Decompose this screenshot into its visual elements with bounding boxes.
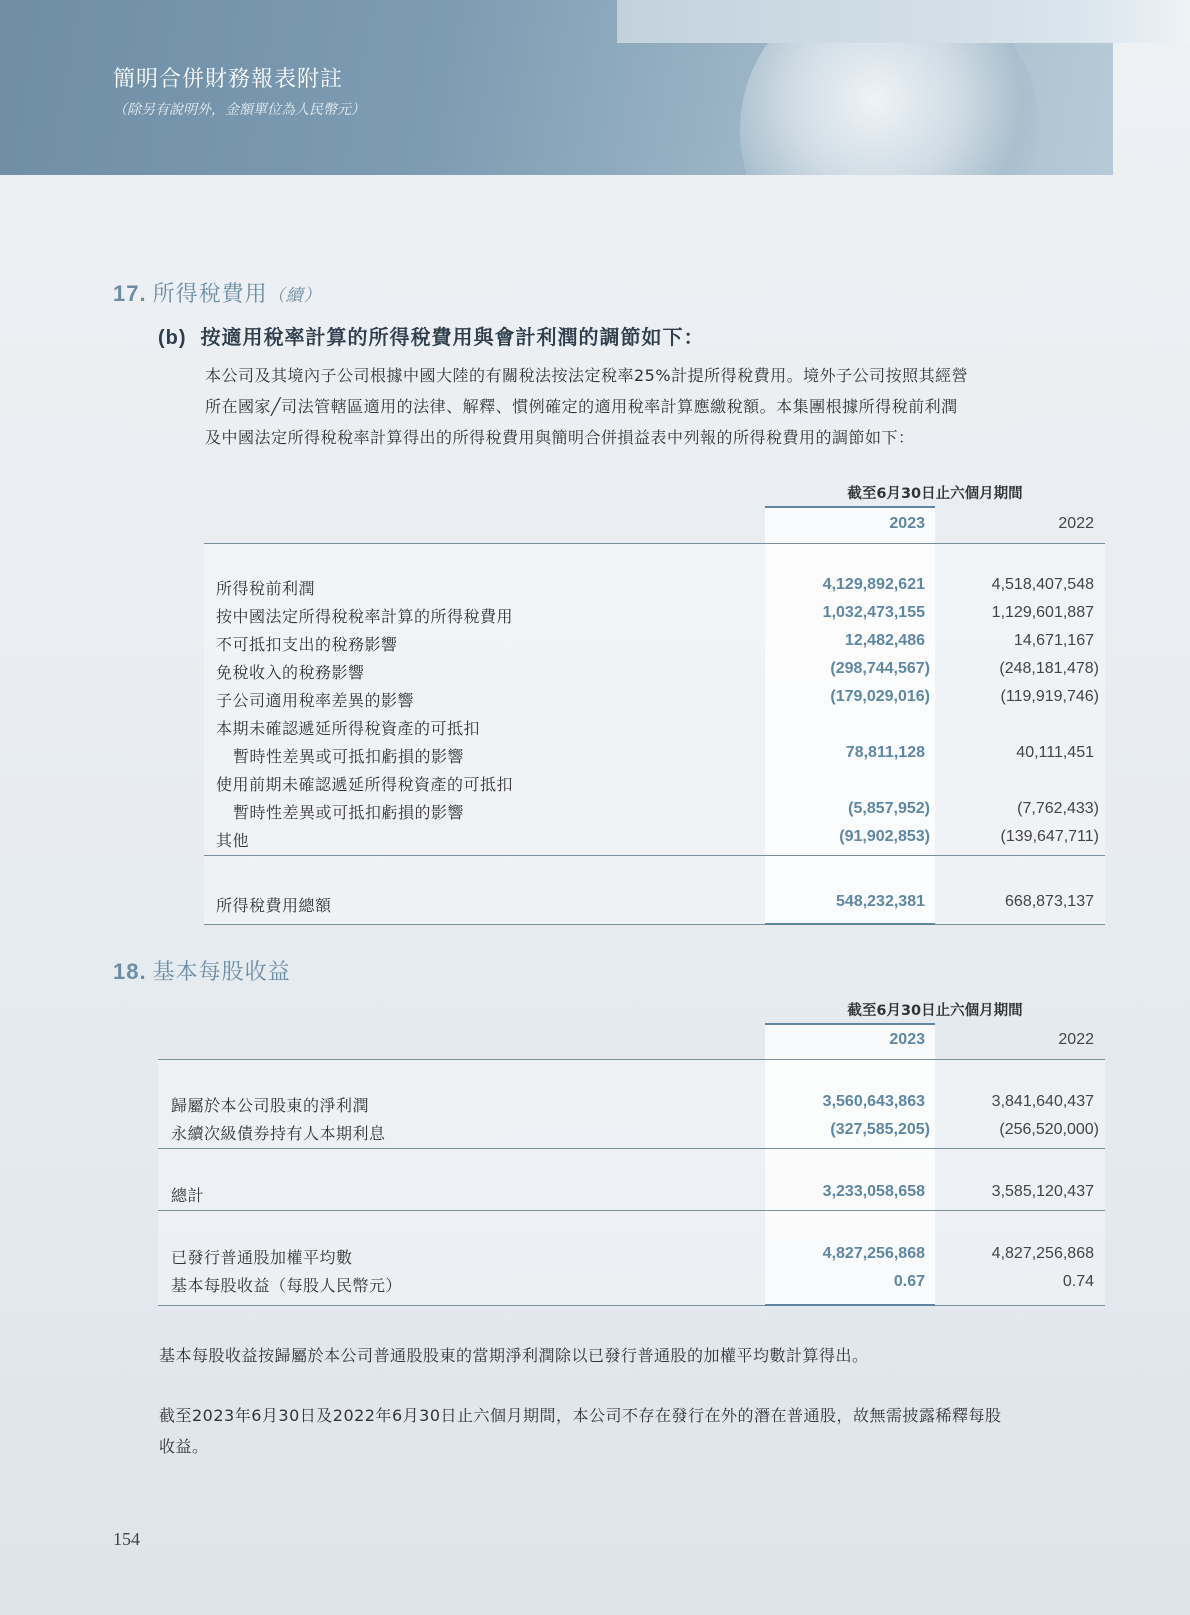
value-2022: 3,841,640,437	[991, 1093, 1094, 1110]
year-prior-header: 2022	[1058, 515, 1094, 532]
value-2023: (5,857,952)	[848, 800, 930, 817]
value-2022: 0.74	[1062, 1273, 1094, 1290]
value-2023: (91,902,853)	[839, 828, 930, 845]
value-2022: (256,520,000)	[999, 1121, 1099, 1138]
value-2022: (7,762,433)	[1017, 800, 1099, 817]
row-label: 所得稅前利潤	[216, 579, 316, 598]
section-18-heading	[113, 955, 291, 986]
year-current-header: 2023	[889, 515, 925, 532]
current-year-bottom-rule	[765, 923, 935, 925]
section-18-title: 基本每股收益	[152, 960, 291, 985]
subsection-title: 按適用稅率計算的所得稅費用與會計利潤的調節如下：	[200, 325, 705, 349]
value-2023: 4,129,892,621	[822, 576, 925, 593]
value-2022: 4,827,256,868	[991, 1245, 1094, 1262]
value-2023: 4,827,256,868	[822, 1245, 925, 1262]
paragraph-line: 收益。	[159, 1437, 209, 1456]
value-2023: (298,744,567)	[830, 660, 930, 677]
header-rule	[204, 543, 1105, 544]
value-2023: (179,029,016)	[830, 688, 930, 705]
value-2023: 3,233,058,658	[822, 1183, 925, 1200]
year-current-header: 2023	[889, 1031, 925, 1048]
row-label: 暫時性差異或可抵扣虧損的影響	[233, 747, 465, 766]
value-2022: 40,111,451	[1016, 744, 1094, 761]
paragraph-line: 所在國家╱司法管轄區適用的法律、解釋、慣例確定的適用稅率計算應繳稅額。本集團根據所得稅前利潤	[205, 397, 958, 416]
value-2023: 3,560,643,863	[822, 1093, 925, 1110]
row-label: 免稅收入的稅務影響	[216, 663, 365, 682]
row-label: 不可抵扣支出的稅務影響	[216, 635, 398, 654]
header-subtitle: （除另有說明外，金額單位為人民幣元）	[113, 102, 365, 118]
page-number: 154	[113, 1529, 140, 1549]
paragraph-line: 本公司及其境內子公司根據中國大陸的有關稅法按法定稅率25%計提所得稅費用。境外子公司按照其經營	[205, 366, 969, 385]
year-prior-header: 2022	[1058, 1031, 1094, 1048]
subtotal-rule	[204, 855, 1105, 856]
paragraph-line: 截至2023年6月30日及2022年6月30日止六個月期間，本公司不存在發行在外的潛在普通股，故無需披露稀釋每股	[159, 1406, 1002, 1425]
value-2023: 0.67	[893, 1273, 925, 1290]
row-label: 永續次級債券持有人本期利息	[171, 1124, 386, 1143]
section-17-heading	[113, 277, 322, 308]
value-2022: (248,181,478)	[999, 660, 1099, 677]
header-title: 簡明合併財務報表附註	[113, 67, 344, 92]
subsection-b-heading	[158, 321, 705, 350]
current-year-column	[765, 1025, 935, 1305]
row-label: 所得稅費用總額	[216, 896, 332, 915]
subtotal-rule	[158, 1148, 1105, 1149]
section-17-paragraph	[205, 360, 968, 453]
eps-note-1: 基本每股收益按歸屬於本公司普通股股東的當期淨利潤除以已發行普通股的加權平均數計算得出。	[159, 1346, 869, 1365]
row-label: 使用前期未確認遞延所得稅資產的可抵扣	[216, 775, 514, 794]
value-2022: 3,585,120,437	[991, 1183, 1094, 1200]
section-17-title: 所得稅費用	[152, 282, 268, 307]
section-17-number: 17.	[113, 281, 147, 306]
header-strip	[617, 0, 1190, 43]
value-2023: 1,032,473,155	[822, 604, 925, 621]
section-17-continued: （續）	[267, 286, 322, 306]
section-18-number: 18.	[113, 959, 147, 984]
current-year-column	[765, 508, 935, 924]
period-header: 截至6月30日止六個月期間	[847, 486, 1023, 502]
value-2022: (139,647,711)	[1000, 828, 1099, 845]
row-label: 其他	[216, 831, 250, 850]
bottom-rule	[158, 1305, 1105, 1306]
value-2022: 1,129,601,887	[991, 604, 1094, 621]
row-label: 基本每股收益（每股人民幣元）	[171, 1276, 403, 1295]
value-2023: 78,811,128	[845, 744, 925, 761]
value-2022: 4,518,407,548	[991, 576, 1094, 593]
period-header: 截至6月30日止六個月期間	[847, 1003, 1023, 1019]
row-label: 已發行普通股加權平均數	[171, 1248, 353, 1267]
value-2022: (119,919,746)	[1000, 688, 1099, 705]
row-label: 歸屬於本公司股東的淨利潤	[171, 1096, 370, 1115]
current-year-bottom-rule	[765, 1304, 935, 1306]
total-rule	[158, 1210, 1105, 1211]
value-2022: 14,671,167	[1013, 632, 1094, 649]
row-label: 按中國法定所得稅稅率計算的所得稅費用	[216, 607, 514, 626]
header-rule	[158, 1059, 1105, 1060]
value-2023: (327,585,205)	[830, 1121, 930, 1138]
value-2022: 668,873,137	[1005, 893, 1094, 910]
subsection-label: (b)	[158, 327, 187, 349]
row-label: 總計	[171, 1186, 205, 1205]
total-rule	[204, 924, 1105, 925]
value-2023: 548,232,381	[836, 893, 925, 910]
row-label: 暫時性差異或可抵扣虧損的影響	[233, 803, 465, 822]
eps-note-2	[159, 1400, 1002, 1462]
paragraph-line: 及中國法定所得稅稅率計算得出的所得稅費用與簡明合併損益表中列報的所得稅費用的調節如下：	[205, 428, 915, 447]
row-label: 子公司適用稅率差異的影響	[216, 691, 415, 710]
row-label: 本期未確認遞延所得稅資產的可抵扣	[216, 719, 481, 738]
value-2023: 12,482,486	[844, 632, 925, 649]
